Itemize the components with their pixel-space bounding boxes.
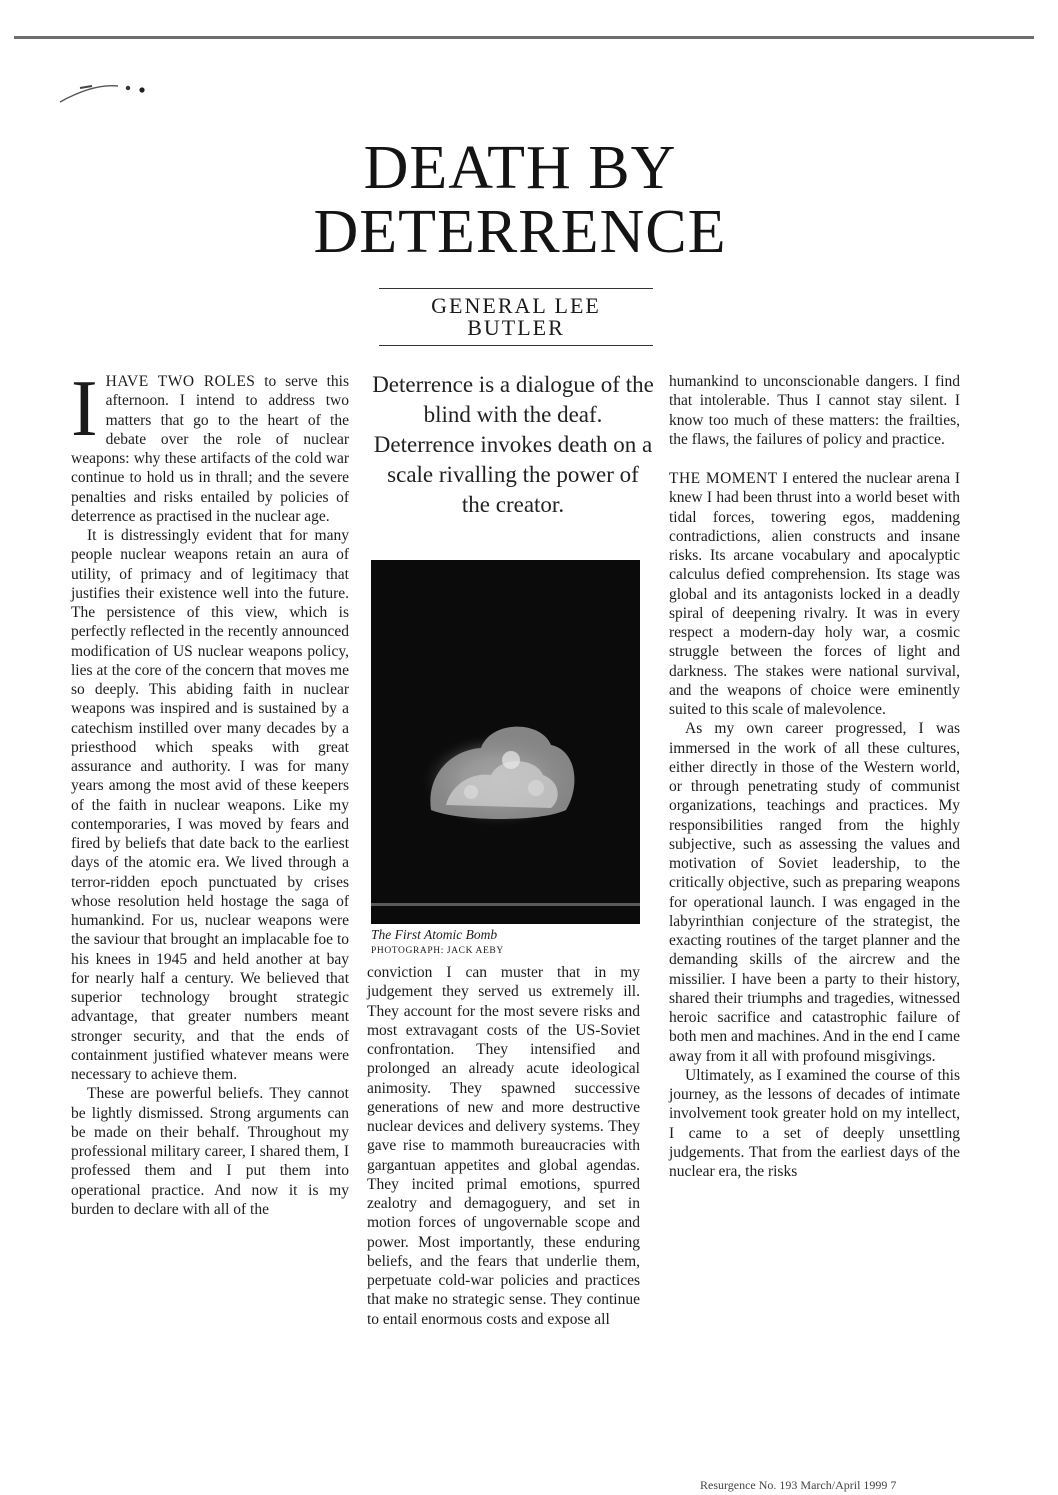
top-scan-rule xyxy=(14,36,1034,39)
paragraph-6 xyxy=(669,469,960,719)
paragraph-7: As my own career progressed, I was immersed in the work of all these cultures, either directly in those of the Western world, or through penetrating study of communist organizations, teachings and practices. My responsibilities ranged from the highly subjective, such as assessing the values and motivation of Soviet leadership, to the critically objective, such as preparing weapons for operational launch. I was engaged in the labyrinthian conjecture of the strategist, the exacting routines of the target planner and the demanding skills of the aircrew and the missilier. I have been a party to their history, shared their triumphs and tragedies, witnessed heroic sacrifice and catastrophic failure of both men and machines. And in the end I came away from it all with profound misgivings. xyxy=(669,720,960,1065)
ink-smudge xyxy=(58,76,153,106)
article-title xyxy=(200,136,840,264)
page-footer: Resurgence No. 193 March/April 1999 7 xyxy=(700,1478,897,1492)
drop-cap: I xyxy=(71,365,98,453)
section-smallcaps: THE MOMENT xyxy=(669,470,778,487)
paragraph-3: These are powerful beliefs. They cannot be lightly dismissed. Strong arguments can be made on their behalf. Throughout my professional military career, I shared them, I professed them and I put them into operational practice. And now it is my burden to declare with all of the xyxy=(71,1085,349,1218)
title-line-1: DEATH BY xyxy=(363,134,677,202)
paragraph-5: humankind to unconscionable dangers. I find that intolerable. Thus I cannot stay silent. I know too much of these matters: the frailties, the flaws, the failures of policy and practice. xyxy=(669,373,960,448)
author-line-1: GENERAL LEE xyxy=(431,293,601,318)
paragraph-6-text: I entered the nuclear arena I knew I had been thrust into a world beset with tidal forces, towering egos, maddening contradictions, alien constructs and insane risks. Its arcane vocabulary and apocalyptic calculus defied comprehension. Its stage was global and its antagonists locked in a deadly spiral of deepening rivalry. It was in every respect a modern-day holy war, a cosmic struggle between the forces of light and darkness. The stakes were national survival, and the weapons of choice were eminently suited to this scale of malevolence. xyxy=(669,470,960,718)
author-line-2: BUTLER xyxy=(467,315,565,340)
photo-caption: The First Atomic Bomb xyxy=(371,927,498,942)
lead-smallcaps: HAVE TWO ROLES xyxy=(105,373,256,390)
lead-text: to serve this afternoon. I intend to address two matters that go to the heart of the debate over the role of nuclear weapons: why these artifacts of the cold war continue to hold us in thrall; and the severe penalties and risks entailed by policies of deterrence as practised in the nuclear age. xyxy=(71,373,350,525)
title-line-2: DETERRENCE xyxy=(313,198,727,266)
photo-credit: PHOTOGRAPH: JACK AEBY xyxy=(371,946,504,956)
column-2 xyxy=(367,963,640,1329)
lead-paragraph xyxy=(71,365,350,526)
author-byline xyxy=(379,288,653,346)
atomic-bomb-photo xyxy=(371,560,640,924)
paragraph-2: It is distressingly evident that for many people nuclear weapons retain an aura of utility, of primacy and of legitimacy that justifies their existence well into the future. The persistence of this view, which is perfectly reflected in the recently announced modification of US nuclear weapons policy, lies at the core of the concern that moves me so deeply. This abiding faith in nuclear weapons was inspired and is sustained by a catechism instilled over many decades by a priesthood which speaks with great assurance and authority. I was for many years among the most avid of these keepers of the faith in nuclear weapons. Like my contemporaries, I was moved by fears and fired by beliefs that date back to the earliest days of the atomic era. We lived through a terror-ridden epoch punctuated by crises whose resolution held hostage the saga of humankind. For us, nuclear weapons were the saviour that brought an implacable foe to his knees in 1945 and held another at bay for nearly half a century. We believed that superior technology brought strategic advantage, that greater numbers meant stronger security, and that the ends of containment justified whatever means were necessary to achieve them. xyxy=(71,527,349,1083)
column-3 xyxy=(669,372,960,1181)
paragraph-8: Ultimately, as I examined the course of this journey, as the lessons of decades of intimate involvement took greater hold on my intellect, I came to a set of deeply unsettling judgements. That from the earliest days of the nuclear era, the risks xyxy=(669,1066,960,1180)
column-1 xyxy=(71,365,350,1219)
paragraph-4: conviction I can muster that in my judgement they served us extremely ill. They account for the most severe risks and most extravagant costs of the US-Soviet confrontation. They intensified and prolonged an already acute ideological animosity. They spawned successive generations of new and more destructive nuclear devices and delivery systems. They gave rise to mammoth bureaucracies with gargantuan appetites and global agendas. They incited primal emotions, spurred zealotry and demagoguery, and set in motion forces of ungovernable scope and power. Most importantly, these enduring beliefs, and the fears that underlie them, perpetuate cold-war policies and practices that make no strategic sense. They continue to entail enormous costs and expose all xyxy=(367,964,640,1328)
pull-quote: Deterrence is a dialogue of the blind with the deaf. Deterrence invokes death on a scale rivalling the power of the creator. xyxy=(372,372,654,517)
